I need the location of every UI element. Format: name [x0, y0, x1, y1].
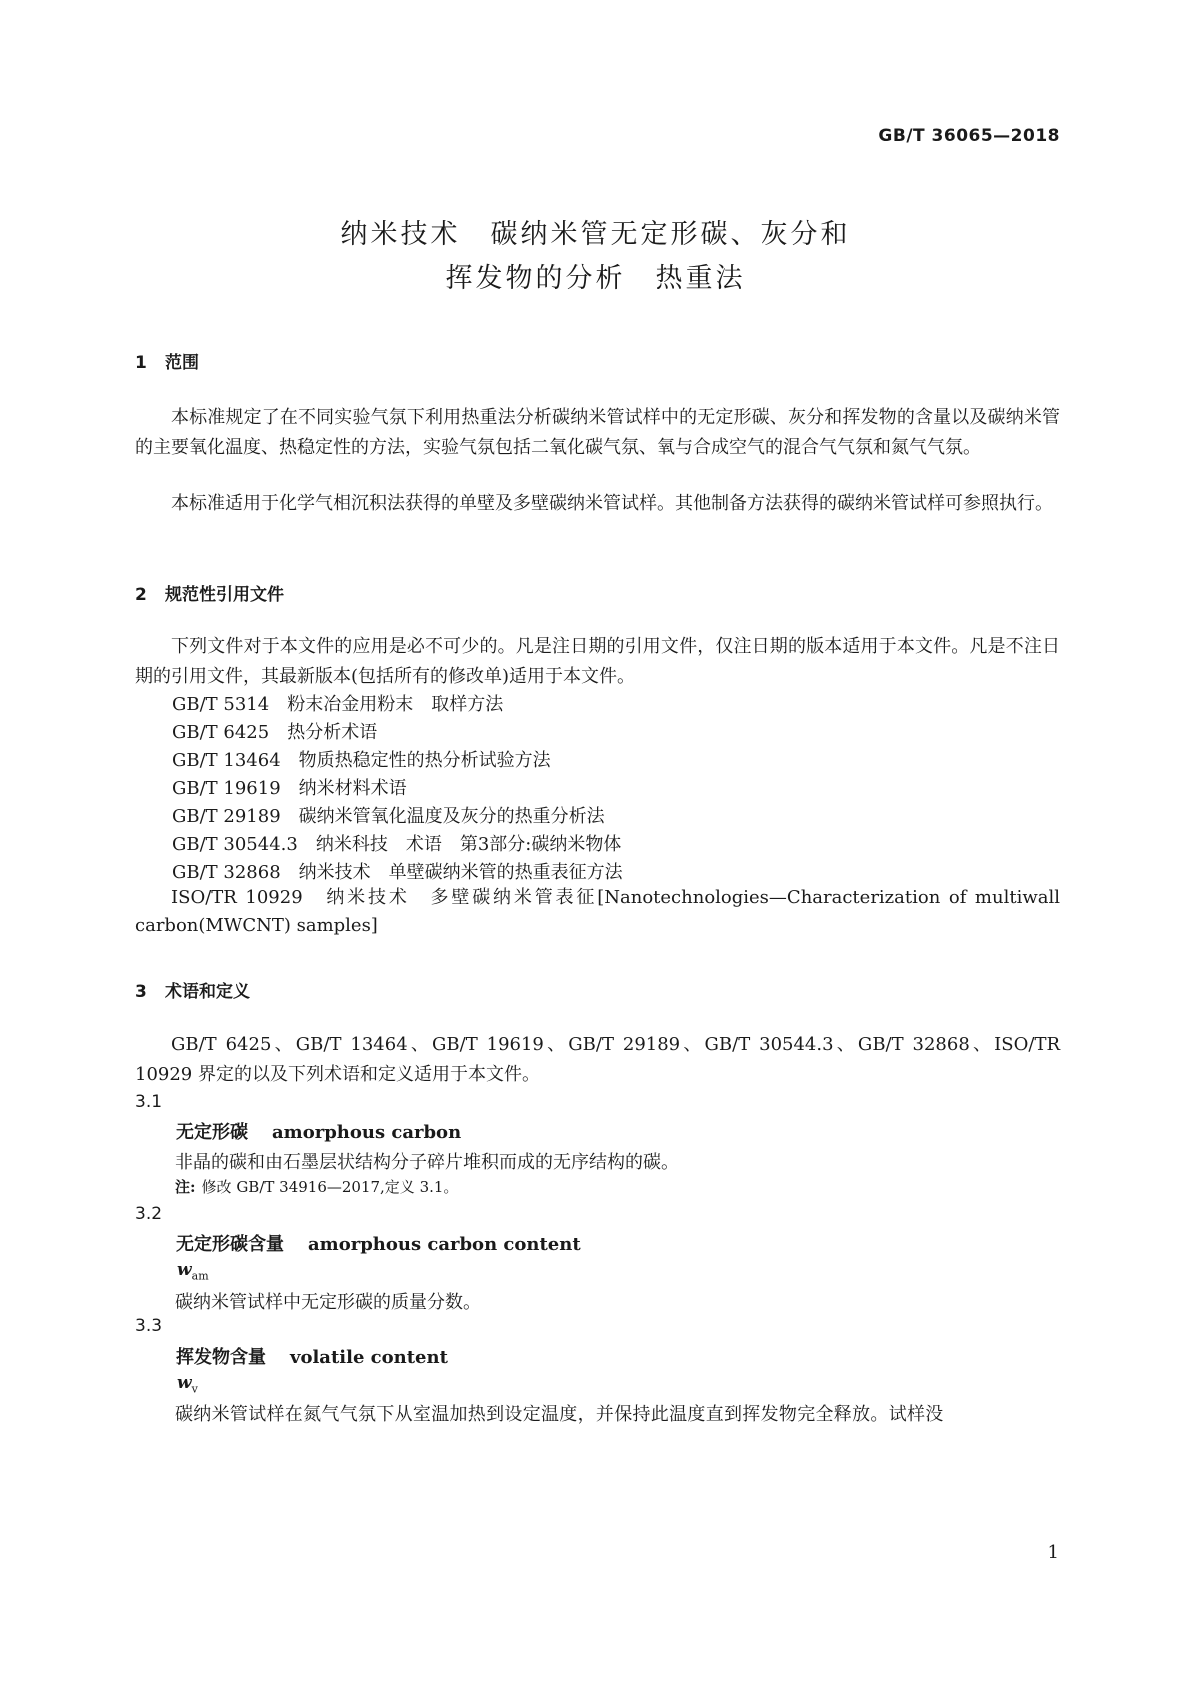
symbol-subscript: am: [191, 1269, 209, 1283]
reference-title: 纳米技术 单壁碳纳米管的热重表征方法: [298, 862, 623, 883]
reference-item: [172, 830, 621, 856]
reference-title: 碳纳米管氧化温度及灰分的热重分析法: [298, 806, 605, 827]
section-2-intro: 下列文件对于本文件的应用是必不可少的。凡是注日期的引用文件，仅注日期的版本适用于本文件。凡是不注日期的引用文件，其最新版本(包括所有的修改单)适用于本文件。: [135, 636, 1060, 687]
reference-item: [172, 802, 605, 828]
term-heading: [176, 1230, 581, 1256]
section-2-heading: [135, 580, 284, 605]
reference-item: [172, 774, 407, 800]
section-title: 术语和定义: [165, 982, 250, 1002]
symbol-subscript: v: [191, 1382, 198, 1396]
section-3-heading: [135, 977, 250, 1002]
reference-item-iso: ISO/TR 10929 纳米技术 多壁碳纳米管表征[Nanotechnologies—Characterization of multiwall carbon(MWCNT) samples]: [135, 887, 1060, 936]
section-1-paragraph-1: 本标准规定了在不同实验气氛下利用热重法分析碳纳米管试样中的无定形碳、灰分和挥发物的含量以及碳纳米管的主要氧化温度、热稳定性的方法，实验气氛包括二氧化碳气氛、氧与合成空气的混合气气氛和氮气气氛。: [135, 407, 1060, 458]
term-english: volatile content: [290, 1347, 448, 1368]
reference-code: GB/T 19619: [172, 778, 281, 799]
reference-item: [172, 718, 377, 744]
section-title: 范围: [165, 353, 199, 373]
reference-code: GB/T 29189: [172, 806, 281, 827]
term-definition: 非晶的碳和由石墨层状结构分子碎片堆积而成的无序结构的碳。: [175, 1152, 679, 1173]
term-definition: 碳纳米管试样在氮气气氛下从室温加热到设定温度，并保持此温度直到挥发物完全释放。试样没: [175, 1404, 944, 1425]
note-label: 注:: [175, 1178, 196, 1196]
reference-item: [172, 858, 623, 884]
reference-code: GB/T 6425: [172, 722, 270, 743]
term-symbol: [177, 1373, 198, 1395]
section-1-paragraph-2: 本标准适用于化学气相沉积法获得的单壁及多壁碳纳米管试样。其他制备方法获得的碳纳米管试样可参照执行。: [171, 493, 1053, 514]
reference-item: [172, 746, 551, 772]
term-heading: [176, 1343, 448, 1369]
reference-title: 热分析术语: [287, 722, 378, 743]
section-number: 2: [135, 585, 147, 605]
page-number: 1: [1047, 1542, 1059, 1563]
reference-code: GB/T 5314: [172, 694, 270, 715]
document-title-line2: 挥发物的分析 热重法: [445, 263, 746, 294]
reference-code: GB/T 13464: [172, 750, 281, 771]
section-number: 3: [135, 982, 147, 1002]
term-chinese: 挥发物含量: [176, 1347, 266, 1368]
standard-number: GB/T 36065—2018: [878, 126, 1060, 146]
term-number: 3.3: [135, 1316, 163, 1336]
term-note: [175, 1176, 458, 1197]
term-number: 3.2: [135, 1204, 163, 1224]
reference-title: 纳米材料术语: [298, 778, 407, 799]
section-number: 1: [135, 353, 147, 373]
term-definition: 碳纳米管试样中无定形碳的质量分数。: [175, 1292, 481, 1313]
note-text: 修改 GB/T 34916—2017,定义 3.1。: [201, 1178, 459, 1196]
term-english: amorphous carbon: [272, 1122, 462, 1143]
section-1-heading: [135, 348, 199, 373]
term-number: 3.1: [135, 1092, 163, 1112]
reference-code: GB/T 30544.3: [172, 834, 298, 855]
reference-item: [172, 690, 503, 716]
term-english: amorphous carbon content: [308, 1234, 581, 1255]
term-chinese: 无定形碳含量: [176, 1234, 284, 1255]
reference-title: 粉末冶金用粉末 取样方法: [287, 694, 504, 715]
reference-code: GB/T 32868: [172, 862, 281, 883]
section-title: 规范性引用文件: [165, 585, 284, 605]
symbol-letter: w: [177, 1260, 192, 1280]
term-symbol: [177, 1260, 209, 1282]
symbol-letter: w: [177, 1373, 192, 1393]
reference-title: 物质热稳定性的热分析试验方法: [298, 750, 551, 771]
term-chinese: 无定形碳: [176, 1122, 248, 1143]
term-heading: [176, 1118, 461, 1144]
document-title-line1: 纳米技术 碳纳米管无定形碳、灰分和: [340, 219, 851, 250]
reference-title: 纳米科技 术语 第3部分:碳纳米物体: [315, 834, 622, 855]
section-3-intro: GB/T 6425、GB/T 13464、GB/T 19619、GB/T 29189、GB/T 30544.3、GB/T 32868、ISO/TR 10929 界定的以及下列术语和定义适用于本文件。: [135, 1034, 1060, 1085]
